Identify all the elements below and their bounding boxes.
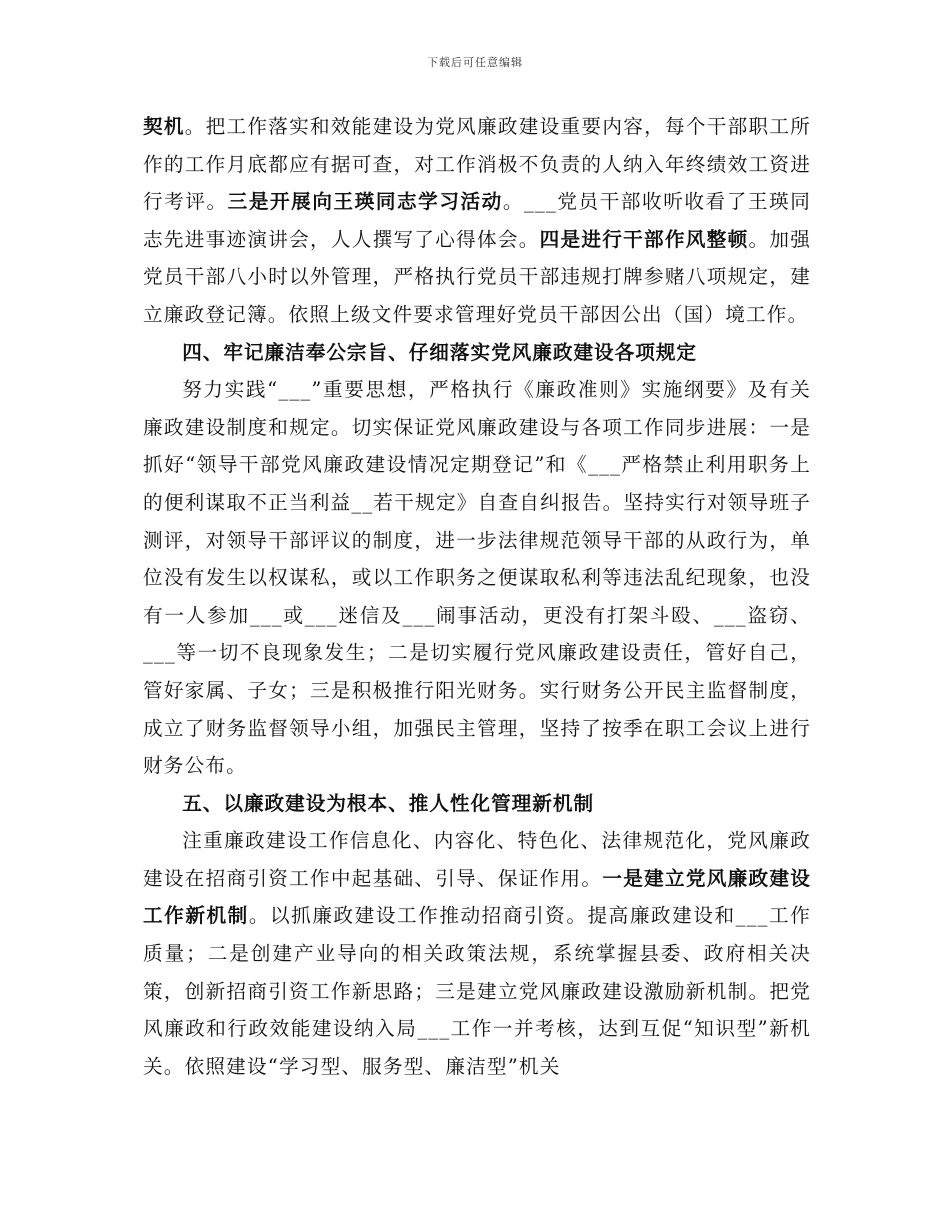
text-run: 四、牢记廉洁奉公宗旨、仔细落实党风廉政建设各项规定 — [182, 340, 698, 364]
paragraph — [143, 108, 811, 334]
text-run: 五、以廉政建设为根本、推人性化管理新机制 — [182, 791, 595, 815]
text-run: 努力实践“___”重要思想，严格执行《廉政准则》实施纲要》及有关廉政建设制度和规定。切实保证党风廉政建设与各项工作同步进展：一是抓好“领导干部党风廉政建设情况定期登记”和《___严格禁止利用职务上的便利谋取不正当利益__若干规定》自查自纠报告。坚持实行对领导班子测评，对领导干部评议的制度，进一步法律规范领导干部的从政行为，单位没有发生以权谋私，或以工作职务之便谋取私利等违法乱纪现象，也没有一人参加___或___迷信及___闹事活动，更没有打架斗殴、___盗窃、___等一切不良现象发生；二是切实履行党风廉政建设责任，管好自己，管好家属、子女；三是积极推行阳光财务。实行财务公开民主监督制度，成立了财务监督领导小组，加强民主管理，坚持了按季在职工会议上进行财务公布。 — [143, 378, 811, 778]
bold-run: 一是建立党风廉政建设工作新机制 — [143, 866, 812, 928]
paragraph — [143, 371, 811, 785]
paragraph — [143, 822, 811, 1085]
document-body — [143, 108, 811, 1085]
bold-run: 契机 — [143, 115, 185, 138]
page-header: 下载后可任意编辑 — [427, 56, 523, 69]
text-run: 。加强党员干部八小时以外管理，严格执行党员干部违规打牌参赌八项规定，建立廉政登记簿。依照上级文件要求管理好党员干部因公出（国）境工作。 — [143, 227, 812, 326]
bold-run: 三是开展向王瑛同志学习活动 — [227, 190, 503, 214]
text-run: 。___党员干部收听收看了王瑛同志先进事迹演讲会，人人撰写了心得体会。 — [143, 190, 811, 251]
bold-run: 四是进行干部作风整顿 — [539, 227, 749, 251]
text-run: 。把工作落实和效能建设为党风廉政建设重要内容，每个干部职工所作的工作月底都应有据可查，对工作消极不负责的人纳入年终绩效工资进行考评。 — [143, 115, 812, 214]
section-heading — [143, 334, 811, 372]
text-run: 注重廉政建设工作信息化、内容化、特色化、法律规范化，党风廉政建设在招商引资工作中起基础、引导、保证作用。 — [143, 829, 811, 890]
text-run: 。以抓廉政建设工作推动招商引资。提高廉政建设和___工作质量；二是创建产业导向的相关政策法规，系统掌握县委、政府相关决策，创新招商引资工作新思路；三是建立党风廉政建设激励新机制。把党风廉政和行政效能建设纳入局___工作一并考核，达到互促“知识型”新机关。依照建设“学习型、服务型、廉洁型”机关 — [143, 904, 812, 1078]
section-heading — [143, 785, 811, 823]
